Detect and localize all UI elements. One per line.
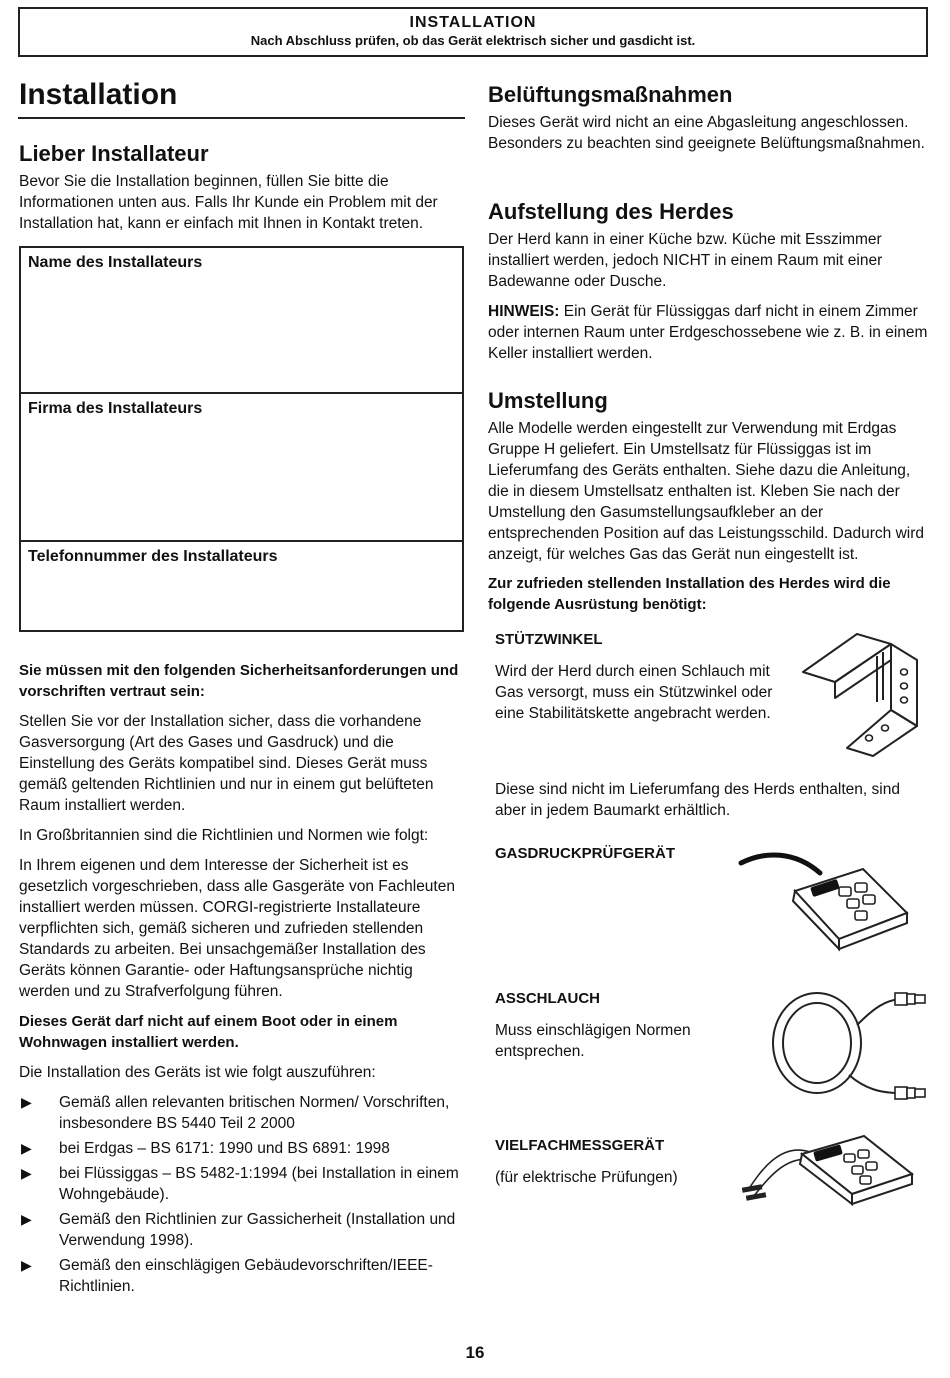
hose-text: Muss einschlägigen Normen entsprechen. (495, 1022, 691, 1060)
interest-text: In Ihrem eigenen und dem Interesse der Sicherheit ist es gesetzlich vorgeschrieben, dass alle Gasgeräte von Fachleuten installiert werden müssen. CORGI-registrierte Installateure verpflichten sich, gemäß sicheren und zufrieden stellenden Standards zu arbeiten. Bei unsachgemäßer Installation des Geräts können Garantie- oder Haftungsansprüche nichtig werden und zu Strafverfolgung führen. (19, 857, 455, 1000)
list-item: ▶ Gemäß den Richtlinien zur Gassicherheit (Installation und Verwendung 1998). (21, 1211, 456, 1249)
bracket-heading: STÜTZWINKEL (495, 631, 603, 648)
availability-text: Diese sind nicht im Lieferumfang des Herds enthalten, sind aber in jedem Baumarkt erhältlich. (495, 781, 900, 819)
installer-heading: Lieber Installateur (19, 141, 209, 166)
bullet-arrow-icon: ▶ (21, 1211, 32, 1227)
installer-company-field[interactable] (19, 392, 464, 542)
gas-hose-image (765, 985, 935, 1110)
boat-warning: Dieses Gerät darf nicht auf einem Boot oder in einem Wohnwagen installiert werden. (19, 1013, 398, 1051)
installer-name-label: Name des Installateurs (28, 254, 203, 271)
bullet-arrow-icon: ▶ (21, 1094, 32, 1110)
list-item: ▶ bei Erdgas – BS 6171: 1990 und BS 6891: 1998 (21, 1140, 390, 1157)
header-title: INSTALLATION (409, 14, 537, 31)
installer-phone-label: Telefonnummer des Installateurs (28, 548, 278, 565)
note-label: HINWEIS: (488, 303, 560, 320)
gauge-heading: GASDRUCKPRÜFGERÄT (495, 845, 675, 862)
installer-text: Bevor Sie die Installation beginnen, füllen Sie bitte die Informationen unten aus. Falls Ihr Kunde ein Problem mit der Installation hat, kann er einfach mit Ihnen in Kontakt treten. (19, 173, 438, 232)
setup-text: Der Herd kann in einer Küche bzw. Küche mit Esszimmer installiert werden, jedoch NICHT in einem Raum mit einer Badewanne oder Dusche. (488, 231, 883, 290)
procedure-intro: Die Installation des Geräts ist wie folgt auszuführen: (19, 1064, 376, 1081)
conversion-heading: Umstellung (488, 388, 608, 413)
meter-heading: VIELFACHMESSGERÄT (495, 1137, 665, 1154)
pressure-gauge-image (735, 843, 915, 958)
title-divider (18, 117, 465, 119)
installer-phone-field[interactable] (19, 540, 464, 632)
ventilation-heading: Belüftungsmaßnahmen (488, 82, 733, 107)
bullet-arrow-icon: ▶ (21, 1140, 32, 1156)
safety-text: Stellen Sie vor der Installation sicher, dass die vorhandene Gasversorgung (Art des Gases und Gasdruck) und die Einstellung des Geräts kompatibel sind. Dieses Gerät muss gemäß geltenden Richtlinien und nur in einem gut belüfteten Raum installiert werden. (19, 713, 434, 814)
installer-company-label: Firma des Installateurs (28, 400, 203, 417)
regulation-list (19, 1092, 467, 1297)
list-item: ▶ Gemäß allen relevanten britischen Normen/ Vorschriften, insbesondere BS 5440 Teil 2 2000 (21, 1094, 450, 1132)
setup-heading: Aufstellung des Herdes (488, 199, 734, 224)
equipment-intro: Zur zufrieden stellenden Installation des Herdes wird die folgende Ausrüstung benötigt: (488, 575, 891, 613)
bullet-arrow-icon: ▶ (21, 1257, 32, 1273)
bracket-text: Wird der Herd durch einen Schlauch mit Gas versorgt, muss ein Stützwinkel oder eine Stabilitätskette angebracht werden. (495, 663, 773, 722)
meter-text: (für elektrische Prüfungen) (495, 1169, 678, 1186)
ventilation-text: Dieses Gerät wird nicht an eine Abgasleitung angeschlossen. Besonders zu beachten sind geeignete Belüftungsmaßnahmen. (488, 114, 925, 152)
multimeter-image (740, 1132, 925, 1222)
stability-bracket-image (795, 630, 935, 760)
header-subtitle: Nach Abschluss prüfen, ob das Gerät elektrisch sicher und gasdicht ist. (250, 33, 696, 48)
page-number: 16 (465, 1343, 485, 1362)
hose-heading: ASSCHLAUCH (495, 990, 600, 1007)
safety-heading: Sie müssen mit den folgenden Sicherheitsanforderungen und vorschriften vertraut sein: (19, 662, 459, 700)
conversion-text: Alle Modelle werden eingestellt zur Verwendung mit Erdgas Gruppe H geliefert. Ein Umstellsatz für Flüssiggas ist im Lieferumfang des Geräts enthalten. Siehe dazu die Anleitung, die in diesem Umstellsatz enthalten ist. Kleben Sie nach der Umstellung den Gasumstellungsaufkleber an der entsprechenden Position auf das Leistungsschild. Dadurch wird anzeigt, für welches Gas das Gerät nun eingestellt ist. (488, 420, 924, 563)
note-block (488, 301, 934, 364)
installer-name-field[interactable] (19, 246, 464, 394)
note-text: Ein Gerät für Flüssiggas darf nicht in einem Zimmer oder internen Raum unter Erdgeschossebene wie z. B. in einem Keller installiert werden. (488, 303, 928, 362)
list-item: ▶ Gemäß den einschlägigen Gebäudevorschriften/IEEE-Richtlinien. (21, 1257, 433, 1295)
gb-text: In Großbritannien sind die Richtlinien und Normen wie folgt: (19, 827, 429, 844)
safety-section (19, 660, 467, 1301)
header-box (18, 7, 928, 57)
bullet-arrow-icon: ▶ (21, 1165, 32, 1181)
list-item: ▶ bei Flüssiggas – BS 5482-1:1994 (bei Installation in einem Wohngebäude). (21, 1165, 459, 1203)
page-title: Installation (19, 78, 178, 111)
